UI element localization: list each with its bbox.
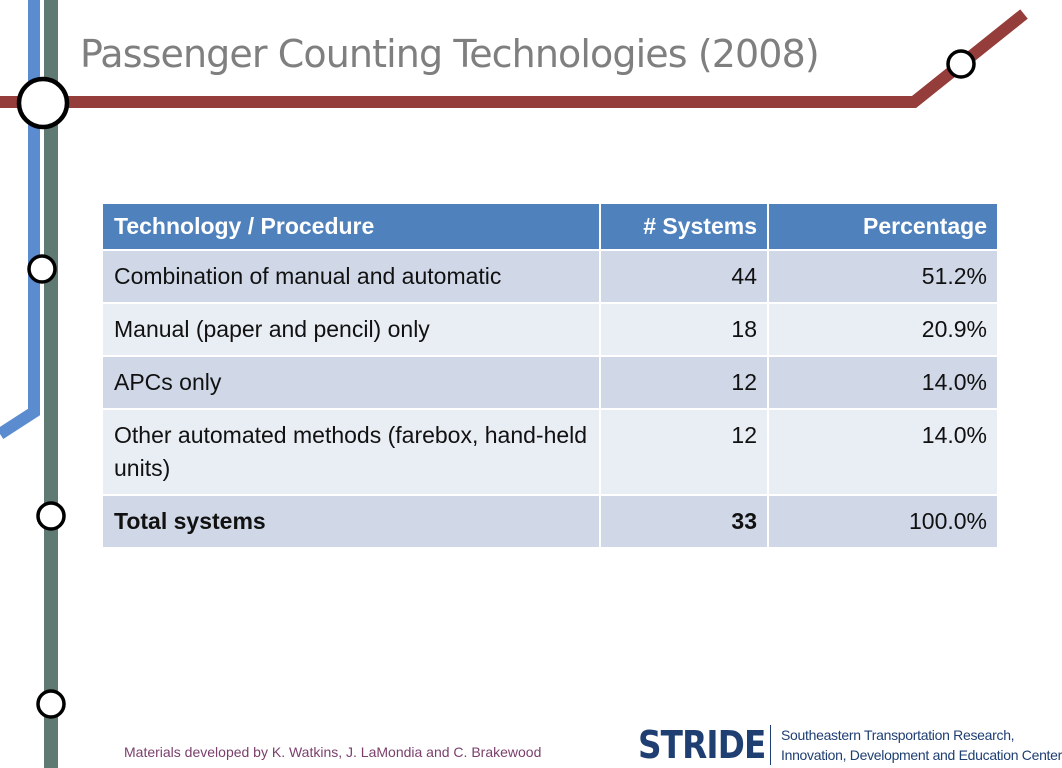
logo-divider: [770, 725, 771, 765]
header-percentage: Percentage: [768, 203, 998, 250]
logo-tagline: [781, 725, 1062, 765]
footer-credit: Materials developed by K. Watkins, J. LaMondia and C. Brakewood: [124, 744, 542, 760]
station-stop-major: [19, 79, 67, 127]
cell-technology: Combination of manual and automatic: [102, 250, 600, 303]
logo-wordmark: STRIDE: [638, 723, 766, 767]
station-stop: [38, 503, 64, 529]
table-row: [102, 250, 998, 303]
cell-total-percentage: 100.0%: [768, 495, 998, 548]
header-systems: # Systems: [600, 203, 768, 250]
logo-tagline-line1: Southeastern Transportation Research,: [781, 727, 1015, 743]
cell-systems: 12: [600, 356, 768, 409]
table-row: [102, 303, 998, 356]
cell-systems: 12: [600, 409, 768, 495]
cell-systems: 44: [600, 250, 768, 303]
station-stop: [29, 256, 55, 282]
counting-technologies-table: [101, 202, 999, 549]
slide-title: Passenger Counting Technologies (2008): [80, 32, 819, 76]
cell-technology: Other automated methods (farebox, hand-held units): [102, 409, 600, 495]
cell-total-label: Total systems: [102, 495, 600, 548]
logo-tagline-line2: Innovation, Development and Education Center: [781, 747, 1062, 763]
cell-percentage: 14.0%: [768, 356, 998, 409]
cell-percentage: 14.0%: [768, 409, 998, 495]
cell-technology: Manual (paper and pencil) only: [102, 303, 600, 356]
cell-percentage: 51.2%: [768, 250, 998, 303]
cell-systems: 18: [600, 303, 768, 356]
station-stop: [38, 691, 64, 717]
table-row: [102, 356, 998, 409]
blue-transit-line: [0, 0, 34, 434]
station-stop: [948, 51, 974, 77]
table-total-row: [102, 495, 998, 548]
cell-total-systems: 33: [600, 495, 768, 548]
table-header-row: [102, 203, 998, 250]
cell-percentage: 20.9%: [768, 303, 998, 356]
table-row: [102, 409, 998, 495]
stride-logo: [638, 724, 1062, 766]
header-technology: Technology / Procedure: [102, 203, 600, 250]
cell-technology: APCs only: [102, 356, 600, 409]
